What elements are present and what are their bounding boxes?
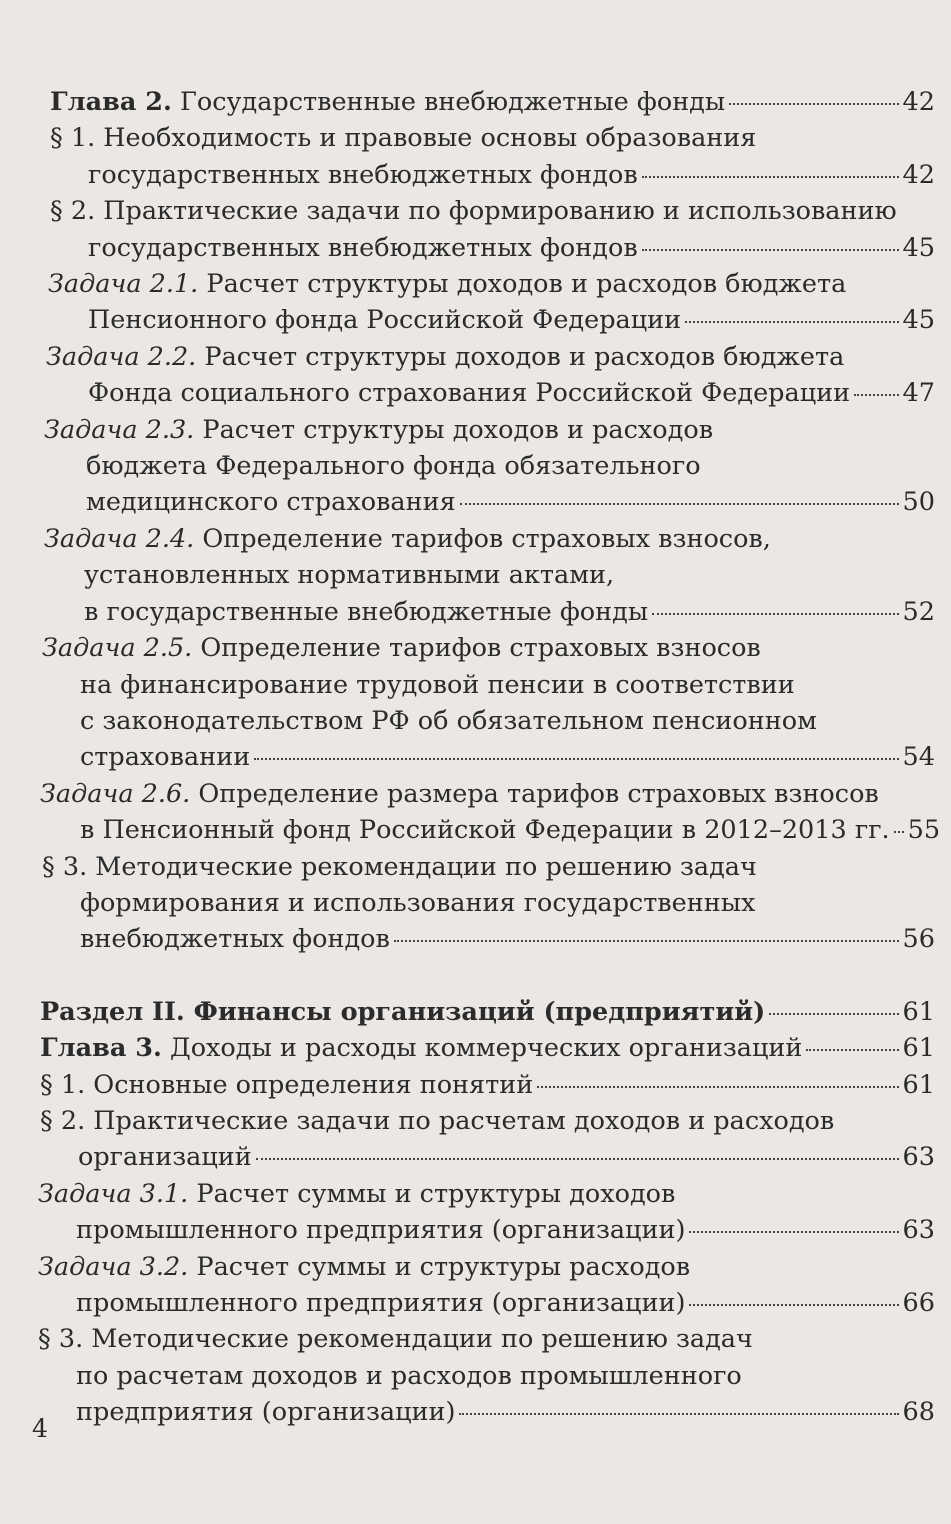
toc-entry-line: медицинского страхования bbox=[86, 487, 456, 518]
toc-entry-text bbox=[86, 484, 456, 520]
toc-entry-line: на финансирование трудовой пенсии в соответствии bbox=[80, 669, 795, 700]
toc-entry-text bbox=[88, 375, 850, 411]
dot-leader bbox=[894, 831, 904, 833]
toc-entry-line: Расчет суммы и структуры расходов bbox=[196, 1251, 691, 1282]
toc-entry-text bbox=[44, 415, 713, 445]
dot-leader bbox=[394, 940, 899, 942]
toc-entry-text bbox=[50, 123, 756, 153]
toc-entry-line: § 3. Методические рекомендации по решению задач bbox=[38, 1324, 753, 1355]
toc-entry-line: промышленного предприятия (организации) bbox=[76, 1288, 686, 1318]
dot-leader bbox=[537, 1086, 898, 1088]
dot-leader bbox=[729, 103, 898, 105]
toc-page-number: 42 bbox=[902, 159, 935, 190]
toc-entry bbox=[0, 1321, 951, 1430]
toc-entry-line: Определение тарифов страховых взносов, bbox=[202, 523, 771, 554]
toc-entry-line: § 3. Методические рекомендации по решению задач bbox=[42, 851, 757, 882]
toc-entry-label: Глава 2. bbox=[50, 87, 172, 117]
toc-entry-line: Определение размера тарифов страховых взносов bbox=[198, 778, 879, 809]
toc-entry-text bbox=[78, 1139, 252, 1175]
toc-entry bbox=[0, 521, 951, 630]
toc-entry-line: Доходы и расходы коммерческих организаций bbox=[169, 1033, 803, 1064]
toc-entry-line: внебюджетных фондов bbox=[80, 924, 390, 955]
toc-entry bbox=[0, 776, 951, 849]
toc-entry-text bbox=[80, 706, 817, 736]
toc-page-number: 66 bbox=[902, 1288, 935, 1318]
toc-entry-line: Фонда социального страхования Российской Федерации bbox=[88, 378, 851, 409]
toc-entry-line: формирования и использования государственных bbox=[80, 887, 756, 918]
toc-entry-line: Определение тарифов страховых взносов bbox=[200, 633, 761, 664]
toc-entry-label: Задача 2.3. bbox=[44, 414, 195, 445]
toc-entry bbox=[0, 84, 951, 120]
toc-entry-label: Задача 2.4. bbox=[44, 523, 195, 554]
toc-entry-line: с законодательством РФ об обязательном пенсионном bbox=[80, 705, 817, 736]
toc-entry bbox=[0, 120, 951, 193]
toc-entry-label: Задача 2.6. bbox=[40, 778, 191, 809]
dot-leader bbox=[642, 176, 899, 178]
toc-entry-text bbox=[88, 302, 681, 338]
dot-leader bbox=[459, 1413, 898, 1415]
toc-entry-label: Глава 3. bbox=[40, 1033, 162, 1064]
toc-entry bbox=[0, 266, 951, 339]
toc-entry bbox=[0, 1067, 951, 1103]
toc-entry-text bbox=[76, 1394, 455, 1430]
toc-entry-text bbox=[76, 1361, 742, 1391]
toc-entry-text bbox=[84, 560, 614, 590]
dot-leader bbox=[642, 249, 899, 251]
toc-entry-text bbox=[88, 230, 638, 266]
toc-page-number: 42 bbox=[902, 87, 935, 117]
toc-entry-line: организаций bbox=[78, 1142, 252, 1173]
toc-entry-line: § 1. Основные определения понятий bbox=[40, 1069, 534, 1100]
toc-entry bbox=[0, 1030, 951, 1066]
toc-entry-text bbox=[38, 1179, 675, 1209]
toc-page-number: 63 bbox=[902, 1215, 935, 1246]
dot-leader bbox=[254, 758, 898, 760]
toc-entry-text bbox=[50, 84, 725, 120]
toc-entry-text bbox=[80, 812, 890, 848]
toc-page-number: 47 bbox=[902, 378, 935, 409]
toc-entry-text bbox=[40, 1067, 533, 1103]
toc-entry-line: Пенсионного фонда Российской Федерации bbox=[88, 305, 682, 336]
toc-entry-label: Задача 2.1. bbox=[48, 269, 199, 300]
toc-entry-text bbox=[50, 196, 897, 226]
toc-entry bbox=[0, 1176, 951, 1249]
toc-entry-line: в государственные внебюджетные фонды bbox=[84, 596, 649, 627]
toc-entry-line: страховании bbox=[80, 742, 251, 773]
toc-entry-text bbox=[80, 888, 755, 918]
toc-entry-text bbox=[42, 633, 761, 663]
toc-entry-label: Задача 2.5. bbox=[42, 633, 193, 664]
toc-entry-line: Расчет структуры доходов и расходов bbox=[202, 414, 714, 445]
dot-leader bbox=[256, 1158, 899, 1160]
dot-leader bbox=[689, 1231, 898, 1233]
toc-entry-text bbox=[44, 524, 771, 554]
toc-entry-text bbox=[76, 1212, 685, 1248]
toc-entry bbox=[0, 630, 951, 776]
toc-entry bbox=[0, 339, 951, 412]
toc-page-number: 63 bbox=[902, 1142, 935, 1173]
toc-entry-text bbox=[88, 157, 638, 193]
toc-entry-label: Задача 2.2. bbox=[46, 341, 197, 372]
toc-page-number: 52 bbox=[902, 596, 935, 627]
toc-page-number: 61 bbox=[902, 1033, 935, 1064]
toc-entry bbox=[0, 849, 951, 958]
toc-page-number: 61 bbox=[902, 1069, 935, 1100]
toc-page-number: 45 bbox=[902, 305, 935, 336]
toc-entry-text bbox=[80, 670, 795, 700]
toc-entry-line: установленных нормативными актами, bbox=[84, 560, 615, 591]
toc-page-number: 55 bbox=[907, 815, 941, 846]
toc-page-number: 56 bbox=[902, 924, 935, 955]
section-gap bbox=[0, 958, 951, 994]
toc-entry bbox=[0, 193, 951, 266]
dot-leader bbox=[652, 613, 898, 615]
dot-leader bbox=[806, 1049, 898, 1051]
toc-entry-text bbox=[40, 1106, 834, 1136]
toc-entry bbox=[0, 1249, 951, 1322]
toc-entry-line: Расчет структуры доходов и расходов бюджета bbox=[206, 269, 847, 300]
toc-entry-line: § 2. Практические задачи по расчетам доходов и расходов bbox=[40, 1105, 835, 1136]
toc-entry-line: государственных внебюджетных фондов bbox=[88, 232, 638, 263]
toc-entry-label: Раздел II. Финансы организаций (предприятий) bbox=[40, 996, 766, 1027]
toc-entry-text bbox=[40, 779, 879, 809]
toc-page-number: 45 bbox=[902, 232, 935, 263]
toc-entry-text bbox=[38, 1252, 690, 1282]
dot-leader bbox=[689, 1304, 898, 1306]
dot-leader bbox=[854, 394, 898, 396]
toc-entry-text bbox=[42, 852, 757, 882]
toc-entry-line: в Пенсионный фонд Российской Федерации в 2012–2013 гг. bbox=[80, 815, 890, 846]
toc-entry-text bbox=[80, 921, 390, 957]
page-number: 4 bbox=[32, 1414, 48, 1443]
toc-entry-text bbox=[38, 1324, 753, 1354]
toc-entry-text bbox=[48, 269, 846, 299]
toc-entry-line: Государственные внебюджетные фонды bbox=[179, 87, 726, 117]
toc-entry-line: § 2. Практические задачи по формированию и использованию bbox=[50, 196, 897, 227]
toc-page-number: 61 bbox=[902, 996, 935, 1027]
dot-leader bbox=[769, 1013, 898, 1015]
toc-entry-line: по расчетам доходов и расходов промышленного bbox=[76, 1360, 742, 1391]
toc-entry-text bbox=[40, 994, 765, 1030]
dot-leader bbox=[460, 503, 899, 505]
toc-entry-text bbox=[84, 594, 648, 630]
toc-entry-line: промышленного предприятия (организации) bbox=[76, 1215, 686, 1246]
toc-entry-line: Расчет структуры доходов и расходов бюджета bbox=[204, 341, 845, 372]
toc-entry-text bbox=[46, 342, 844, 372]
toc-entry bbox=[0, 994, 951, 1030]
toc-entry-label: Задача 3.1. bbox=[38, 1178, 189, 1209]
toc-entry bbox=[0, 1103, 951, 1176]
toc-page-number: 68 bbox=[902, 1397, 935, 1428]
toc-entry-label: Задача 3.2. bbox=[38, 1251, 189, 1282]
toc-entry bbox=[0, 412, 951, 521]
toc-page-number: 54 bbox=[902, 742, 935, 773]
dot-leader bbox=[685, 321, 898, 323]
table-of-contents bbox=[0, 84, 951, 1431]
toc-entry-text bbox=[76, 1285, 685, 1321]
toc-entry-line: бюджета Федерального фонда обязательного bbox=[86, 451, 701, 482]
toc-entry-text bbox=[80, 739, 250, 775]
toc-entry-text bbox=[40, 1030, 802, 1066]
toc-entry-line: Расчет суммы и структуры доходов bbox=[196, 1178, 676, 1209]
toc-entry-text bbox=[86, 451, 701, 481]
toc-page-number: 50 bbox=[902, 487, 935, 518]
toc-entry-line: государственных внебюджетных фондов bbox=[88, 159, 638, 190]
toc-entry-line: предприятия (организации) bbox=[76, 1397, 456, 1428]
toc-entry-line: § 1. Необходимость и правовые основы образования bbox=[50, 123, 757, 154]
